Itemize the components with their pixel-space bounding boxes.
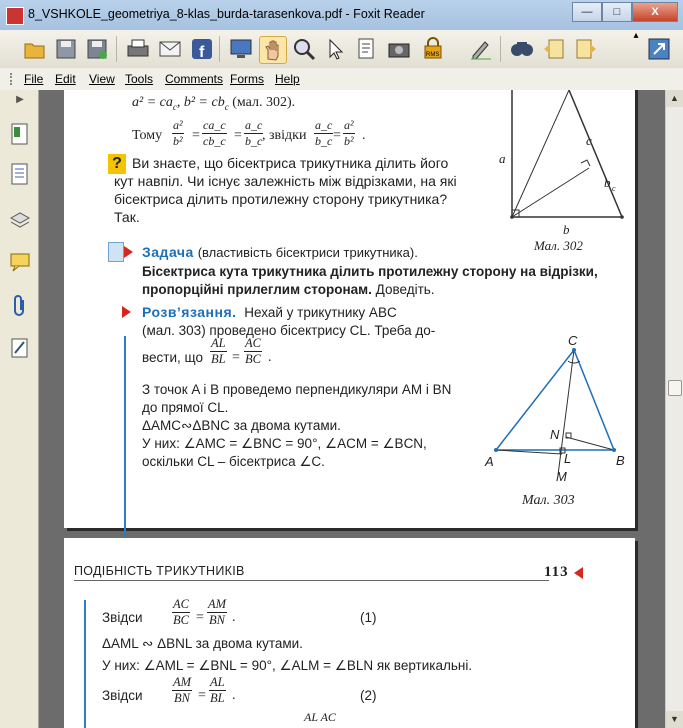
svg-text:f: f — [199, 44, 205, 61]
menu-edit[interactable]: Edit — [55, 72, 76, 86]
figure-303 — [482, 315, 632, 485]
prev-view-icon[interactable] — [541, 36, 567, 62]
svg-text:RMS: RMS — [426, 52, 440, 58]
label-A: A — [485, 454, 494, 469]
equals-sign: = — [196, 610, 204, 625]
equals-sign: = — [192, 128, 200, 143]
page-number: 113 — [544, 564, 569, 580]
label-M: M — [556, 469, 567, 484]
period: . — [232, 688, 236, 703]
solution-line-5: до прямої CL. — [142, 400, 229, 415]
fullscreen-icon[interactable] — [228, 36, 254, 62]
email-icon[interactable] — [157, 36, 183, 62]
fraction-al-bl: $\frac{AL}{BL}$ — [211, 336, 226, 366]
menu-help[interactable]: Help — [275, 72, 300, 86]
solution-line-6: ΔAMC∾ΔBNC за двома кутами. — [142, 418, 341, 433]
fraction-ac-bc-p2: $\frac{AC}{BC}$ — [173, 597, 189, 627]
equals-sign: = — [198, 688, 206, 703]
page2-line-3: У них: ∠AML = ∠BNL = 90°, ∠ALM = ∠BLN як вертикальні. — [102, 658, 473, 673]
solution-marker — [122, 306, 131, 318]
label-bc: b — [604, 175, 611, 190]
window-controls — [572, 2, 678, 22]
equation-number-2: (2) — [360, 688, 377, 703]
solution-line-3: вести, що — [142, 350, 203, 365]
task-text-line-2: пропорційні прилеглим сторонам. Доведіть. — [142, 282, 435, 297]
fraction-a2-b2-2: $\frac{\text{a²}}{\text{b²}}$ — [344, 118, 354, 148]
toolbar-separator — [116, 36, 117, 62]
pages-icon[interactable] — [9, 162, 31, 186]
find-icon[interactable] — [509, 36, 535, 62]
label-bc-sub: c — [612, 184, 616, 193]
open-icon[interactable] — [22, 36, 48, 62]
text-select-icon[interactable] — [354, 36, 380, 62]
menu-grip — [10, 73, 15, 85]
task-marker — [124, 246, 133, 258]
page2-line-2: ΔAML ∾ ΔBNL за двома кутами. — [102, 636, 303, 651]
label-L: L — [564, 451, 572, 466]
expand-panel-icon[interactable]: ▶ — [16, 94, 24, 105]
bookmarks-icon[interactable] — [9, 122, 31, 146]
label-C: C — [568, 333, 578, 348]
attachments-icon[interactable] — [9, 294, 31, 318]
tomu-label: Тому — [132, 128, 163, 143]
fraction-am-bn-2: $\frac{AM}{BN}$ — [173, 675, 192, 705]
select-arrow-icon[interactable] — [322, 36, 348, 62]
question-line-2: кут навпіл. Чи існує залежність між відрізками, на які — [114, 173, 457, 189]
menu-comments[interactable]: Comments — [165, 72, 224, 86]
menu-file[interactable]: File — [24, 72, 44, 86]
menu-forms[interactable]: Forms — [230, 72, 264, 86]
partial-fraction-line: AL AC — [304, 710, 336, 724]
figure-302 — [494, 90, 634, 260]
maximize-button[interactable]: □ — [602, 2, 632, 22]
signatures-icon[interactable] — [9, 336, 31, 360]
scroll-up-arrow[interactable]: ▲ — [666, 90, 683, 107]
fraction-am-bn: $\frac{AM}{BN}$ — [208, 597, 227, 627]
toolbar-pin-icon[interactable]: ▴ — [633, 30, 639, 41]
equation-number-1: (1) — [360, 610, 377, 625]
menu-tools[interactable]: Tools — [125, 72, 154, 86]
fraction-cac-cbc: $\frac{ca\_c}{cb\_c}$ — [203, 118, 226, 148]
question-line-3: бісектриса ділить протилежну сторону трикутника? — [114, 191, 448, 207]
section-bar — [84, 600, 86, 728]
question-line-1: Ви знаєте, що бісектриса трикутника ділить його — [132, 155, 449, 171]
page-number-marker — [574, 567, 583, 579]
pdf-page-113 — [64, 538, 635, 728]
close-button[interactable]: X — [632, 2, 678, 22]
period: . — [362, 128, 366, 143]
fraction-a2-b2: $\frac{\text{a²}}{\text{b²}}$ — [173, 118, 183, 148]
document-view[interactable] — [39, 90, 666, 728]
equals-sign: = — [234, 128, 242, 143]
zvidky-label: , звідки — [262, 128, 307, 143]
header-rule — [74, 580, 549, 581]
comments-icon[interactable] — [9, 250, 31, 274]
snapshot-icon[interactable] — [386, 36, 412, 62]
hand-tool-icon[interactable] — [259, 36, 287, 64]
solution-heading: Розв’язання. Нехай у трикутнику ABC — [142, 304, 397, 320]
toolbar-separator — [219, 36, 220, 62]
menu-bar — [0, 68, 683, 91]
vertical-scrollbar[interactable] — [665, 90, 683, 728]
scroll-down-arrow[interactable]: ▼ — [666, 711, 683, 728]
solution-line-4: З точок A і B проведемо перпендикуляри AM і BN — [142, 382, 452, 397]
title-bar — [0, 0, 683, 31]
caption-303: Мал. 303 — [522, 493, 575, 508]
label-N: N — [550, 427, 560, 442]
period: . — [232, 610, 236, 625]
layers-icon[interactable] — [9, 206, 31, 230]
navigation-panel — [0, 90, 39, 728]
solution-line-8: оскільки CL – бісектриса ∠C. — [142, 454, 325, 469]
minimize-button[interactable]: — — [572, 2, 602, 22]
window-title: 8_VSHKOLE_geometriya_8-klas_burda-tarasenkova.pdf - Foxit Reader — [28, 7, 425, 21]
label-c: c — [586, 133, 592, 148]
zoom-tool-icon[interactable] — [291, 36, 317, 62]
caption-302: Мал. 302 — [534, 238, 583, 253]
fraction-ac-bc-sol: $\frac{AC}{BC}$ — [245, 336, 261, 366]
task-book-icon — [108, 242, 124, 262]
next-view-icon[interactable] — [573, 36, 599, 62]
fraction-al-bl-2: $\frac{AL}{BL}$ — [210, 675, 225, 705]
zvidky-label-1: Звідси — [102, 610, 143, 625]
toolbar-separator — [500, 36, 501, 62]
equals-sign: = — [232, 350, 240, 365]
task-heading: Задача (властивість бісектриси трикутника). — [142, 244, 418, 260]
toolbar — [0, 30, 683, 68]
sign-icon[interactable] — [468, 36, 494, 62]
foxit-app-icon — [6, 7, 24, 25]
scroll-thumb[interactable] — [668, 380, 682, 396]
period: . — [268, 350, 272, 365]
solution-line-2: (мал. 303) проведено бісектрису CL. Треба до- — [142, 323, 436, 338]
print-icon[interactable] — [125, 36, 151, 62]
zvidky-label-2: Звідси — [102, 688, 143, 703]
question-line-4: Так. — [114, 209, 140, 225]
fraction-ac-bc-2: $\frac{a\_c}{b\_c}$ — [315, 118, 333, 148]
rms-icon[interactable] — [420, 36, 446, 62]
page-header: ПОДІБНІСТЬ ТРИКУТНИКІВ — [74, 564, 245, 578]
question-marker: ? — [108, 154, 126, 174]
task-text-line-1: Бісектриса кута трикутника ділить протилежну сторону на відрізки, — [142, 264, 598, 279]
pdf-page-112 — [64, 90, 635, 528]
save-icon[interactable] — [53, 36, 79, 62]
solution-line-7: У них: ∠AMC = ∠BNC = 90°, ∠ACM = ∠BCN, — [142, 436, 427, 451]
save-as-icon[interactable] — [84, 36, 110, 62]
label-B: B — [616, 453, 625, 468]
menu-view[interactable]: View — [89, 72, 115, 86]
help-icon[interactable] — [646, 36, 672, 62]
equation-line-1: $a^2 = ca_c$, $b^2 = cb_c$ (мал. 302). — [132, 95, 296, 112]
facebook-icon[interactable] — [189, 36, 215, 62]
label-b: b — [563, 222, 570, 237]
label-a: a — [499, 151, 506, 166]
fraction-ac-bc: $\frac{a\_c}{b\_c}$ — [245, 118, 263, 148]
equals-sign: = — [333, 128, 341, 143]
